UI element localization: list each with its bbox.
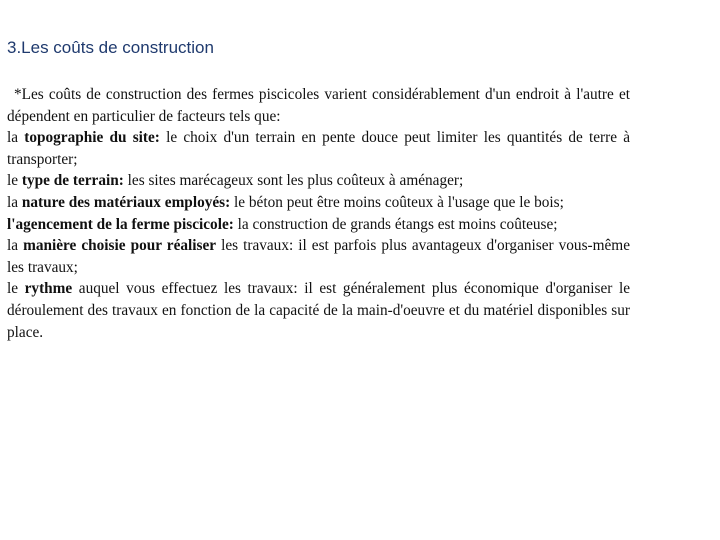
item-text: le choix d'un terrain en pente douce peut limiter les quantités de terre à transporter; (7, 129, 630, 168)
list-item (7, 235, 630, 278)
body-text (7, 84, 630, 343)
list-item (7, 278, 630, 343)
item-prefix: la (7, 193, 22, 211)
item-keyword: type de terrain: (21, 172, 124, 190)
list-item (7, 214, 630, 236)
list-item (7, 192, 630, 214)
item-prefix: la (7, 129, 25, 147)
slide-title: 3.Les coûts de construction (7, 38, 214, 57)
item-text: la construction de grands étangs est moins coûteuse; (233, 215, 558, 233)
item-keyword: manière choisie pour réaliser (23, 237, 217, 255)
item-keyword: nature des matériaux employés: (21, 193, 231, 211)
item-text: les sites marécageux sont les plus coûteux à aménager; (123, 172, 464, 190)
list-item (7, 170, 630, 192)
item-text: auquel vous effectuez les travaux: il est généralement plus économique d'organiser le déroulement des travaux en fonction de la capacité de la main-d'oeuvre et du matériel disponibles sur place. (7, 280, 630, 341)
list-item (7, 127, 630, 170)
item-prefix: le (7, 172, 22, 190)
item-keyword: rythme (24, 280, 73, 298)
item-text: les travaux: il est parfois plus avantageux d'organiser vous-même les travaux; (7, 237, 630, 276)
item-prefix: le (7, 280, 25, 298)
item-prefix: la (7, 237, 24, 255)
item-text: le béton peut être moins coûteux à l'usage que le bois; (230, 193, 564, 211)
item-keyword: topographie du site: (24, 129, 160, 147)
item-keyword: l'agencement de la ferme piscicole: (7, 215, 234, 233)
intro-paragraph: *Les coûts de construction des fermes piscicoles varient considérablement d'un endroit à l'autre et dépendent en particulier de facteurs tels que: (7, 86, 630, 125)
